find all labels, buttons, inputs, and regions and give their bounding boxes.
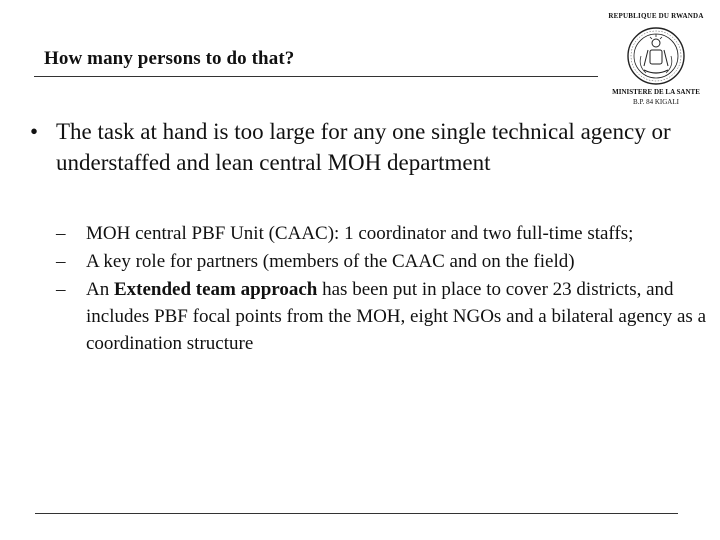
main-bullet-text: The task at hand is too large for any one single technical agency or understaffed and lean central MOH department [56,119,671,175]
sub-bullet-suffix: has been put in place to cover 23 districts, and includes PBF focal points from the MOH, eight NGOs and a bilateral agency as a coordination structure [86,279,706,354]
dash-marker: – [56,223,66,244]
sub-bullet [56,248,706,275]
footer-rule [35,513,678,514]
logo-country-text: REPUBLIQUE DU RWANDA [608,12,704,20]
sub-bullet-bold-text: Extended team approach [113,279,318,300]
sub-bullet-list [56,220,706,358]
sub-bullet [56,220,706,247]
dash-marker: – [56,251,66,272]
sub-bullet-text: A key role for partners (members of the CAAC and on the field) [86,251,575,272]
title-underline [34,76,598,77]
dash-marker: – [56,279,66,300]
main-bullet [30,116,680,178]
logo-address-text: B.P. 84 KIGALI [633,98,679,106]
ministry-logo [600,8,712,108]
slide-title: How many persons to do that? [44,48,295,69]
sub-bullet [56,276,706,357]
sub-bullet-prefix: An [86,279,114,300]
bullet-marker: • [30,119,39,144]
sub-bullet-text: MOH central PBF Unit (CAAC): 1 coordinator and two full-time staffs; [86,223,634,244]
rwanda-seal-icon [626,26,686,86]
logo-ministry-text: MINISTERE DE LA SANTE [612,88,700,96]
